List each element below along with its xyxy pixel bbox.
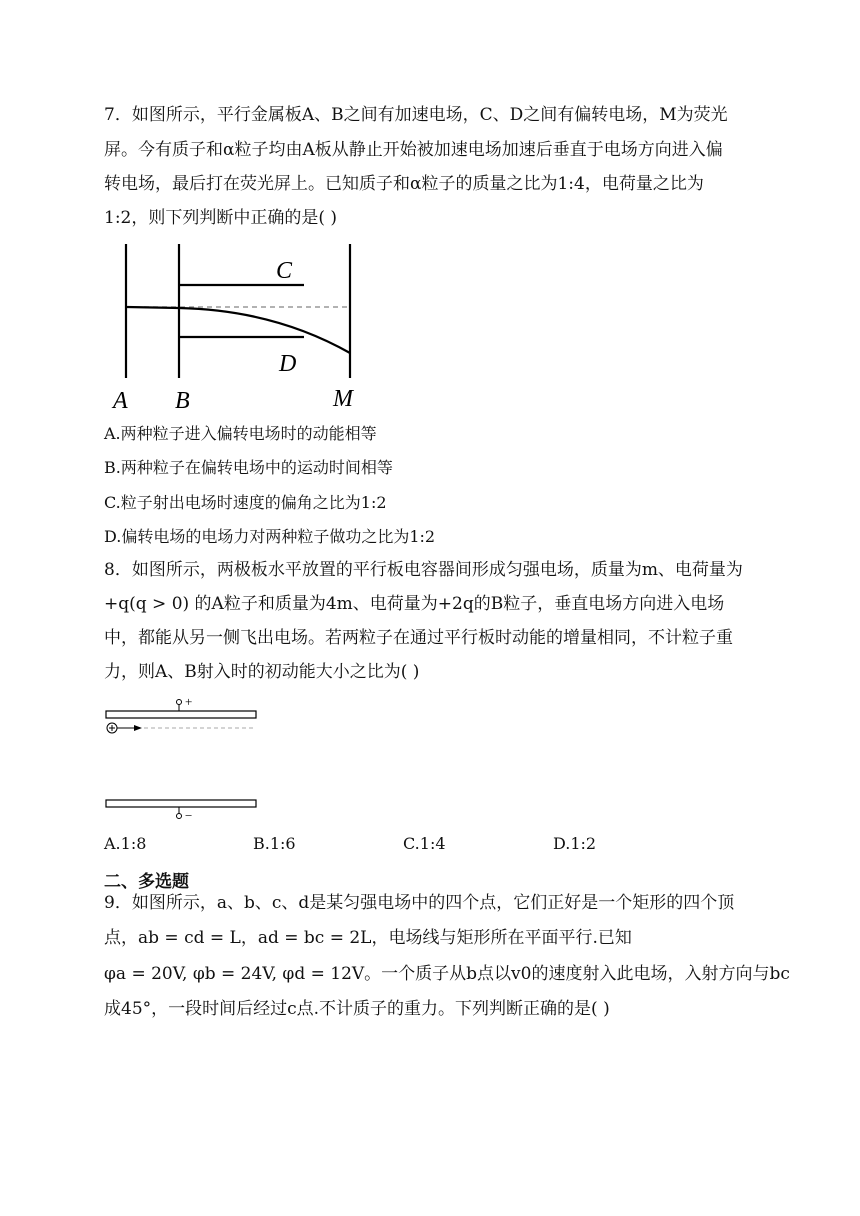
q8-option-d: D.1:2	[553, 834, 597, 853]
q7-figure	[104, 238, 374, 416]
label-a: A	[113, 388, 128, 414]
q8-stem-line-3: 中，都能从另一侧飞出电场。若两粒子在通过平行板时动能的增量相同，不计粒子重	[104, 628, 733, 648]
section-title: 二、多选题	[104, 872, 189, 892]
label-m: M	[333, 386, 353, 412]
q7-stem-line-2: 屏。今有质子和α粒子均由A板从静止开始被加速电场加速后垂直于电场方向进入偏	[104, 140, 723, 160]
label-c: C	[276, 258, 293, 284]
q7-option-a: A.两种粒子进入偏转电场时的动能相等	[104, 424, 377, 443]
q8-option-a: A.1:8	[104, 834, 147, 853]
q9-stem-line-1: 9．如图所示，a、b、c、d是某匀强电场中的四个点，它们正好是一个矩形的四个顶	[104, 893, 735, 913]
q8-figure	[104, 694, 264, 824]
q7-stem-line-3: 转电场，最后打在荧光屏上。已知质子和α粒子的质量之比为1:4，电荷量之比为	[104, 174, 704, 194]
label-d: D	[279, 351, 297, 377]
negative-terminal	[177, 814, 182, 819]
upper-plate	[106, 711, 256, 718]
q9-stem-line-2: 点，ab = cd = L，ad = bc = 2L，电场线与矩形所在平面平行.已知	[104, 928, 632, 948]
q8-option-c: C.1:4	[403, 834, 446, 853]
velocity-arrow	[134, 725, 142, 731]
q7-option-c: C.粒子射出电场时速度的偏角之比为1:2	[104, 493, 387, 512]
plus-sign: +	[185, 694, 193, 709]
q7-stem-line-4: 1:2，则下列判断中正确的是( )	[104, 208, 338, 228]
particle-trajectory	[126, 307, 350, 353]
q9-stem-line-4: 成45°，一段时间后经过c点.不计质子的重力。下列判断正确的是( )	[104, 999, 610, 1019]
q8-stem-line-2: +q(q > 0) 的A粒子和质量为4m、电荷量为+2q的B粒子，垂直电场方向进入电场	[104, 594, 725, 614]
positive-terminal	[177, 700, 182, 705]
q8-stem-line-1: 8．如图所示，两极板水平放置的平行板电容器间形成匀强电场，质量为m、电荷量为	[104, 560, 743, 580]
lower-plate	[106, 800, 256, 807]
q7-stem-line-1: 7．如图所示，平行金属板A、B之间有加速电场，C、D之间有偏转电场，M为荧光	[104, 105, 728, 125]
q8-option-b: B.1:6	[253, 834, 296, 853]
q9-stem-line-3: φa = 20V, φb = 24V, φd = 12V。一个质子从b点以v0的速度射入此电场，入射方向与bc	[104, 964, 790, 984]
minus-sign: −	[185, 808, 193, 823]
q7-option-b: B.两种粒子在偏转电场中的运动时间相等	[104, 458, 393, 477]
label-b: B	[175, 388, 190, 414]
q8-stem-line-4: 力，则A、B射入时的初动能大小之比为( )	[104, 662, 420, 682]
q7-option-d: D.偏转电场的电场力对两种粒子做功之比为1:2	[104, 527, 436, 546]
